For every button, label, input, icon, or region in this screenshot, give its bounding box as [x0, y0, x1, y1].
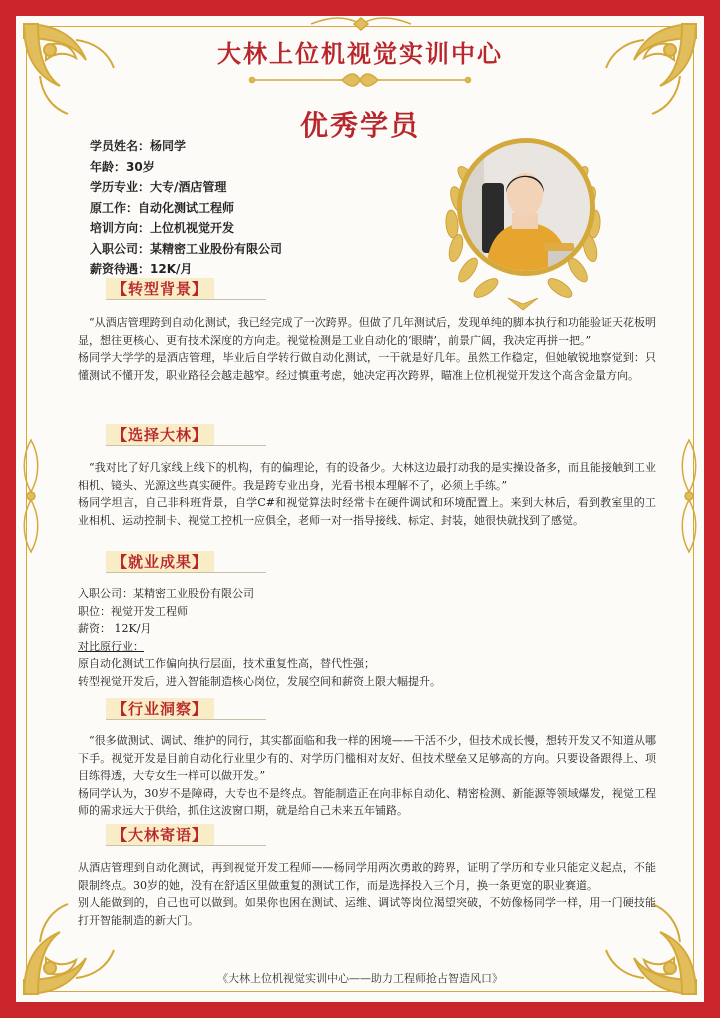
- profile-name: 学员姓名：杨同学: [90, 139, 187, 153]
- center-title: 大林上位机视觉实训中心: [217, 39, 503, 68]
- student-photo: [457, 138, 595, 276]
- section-title: 【转型背景】: [106, 278, 214, 299]
- quote-paragraph: “从酒店管理跨到自动化测试，我已经完成了一次跨界。但做了几年测试后，发现单纯的脚本执行和功能验证天花板明显，想往更核心、更有技术深度的方向走。视觉检测是工业自动化的‘眼睛’，前景广阔，我决定再拼一把。”: [78, 316, 656, 347]
- section-underline: [106, 719, 266, 720]
- body-paragraph: 别人能做到的，自己也可以做到。如果你也困在测试、运维、调试等岗位渴望突破，不妨像杨同学一样，用一门硬技能打开智能制造的新大门。: [78, 896, 656, 927]
- page-subtitle: 优秀学员: [299, 109, 420, 142]
- student-profile: [90, 136, 282, 280]
- person-portrait-icon: [462, 143, 590, 271]
- profile-previous-job: 原工作：自动化测试工程师: [90, 200, 235, 215]
- result-before: 原自动化测试工作偏向执行层面，技术重复性高，替代性强；: [78, 657, 375, 670]
- result-salary: 薪资： 12K/月: [78, 622, 152, 635]
- section-title: 【行业洞察】: [106, 698, 214, 719]
- top-center-ornament-icon: [306, 16, 416, 32]
- result-position: 职位：视觉开发工程师: [78, 604, 188, 618]
- section-underline: [106, 299, 266, 300]
- profile-education: 学历专业：大专/酒店管理: [90, 180, 227, 194]
- section-body-message: [78, 859, 656, 929]
- student-photo-frame: [418, 120, 628, 320]
- title-divider-ornament-icon: [246, 70, 474, 90]
- body-paragraph: 从酒店管理到自动化测试，再到视觉开发工程师——杨同学用两次勇敢的跨界，证明了学历和专业只能定义起点，不能限制终点。30岁的她，没有在舒适区里做重复的测试工作，而是选择投入三个月，换一条更宽的职业赛道。: [78, 861, 656, 892]
- section-underline: [106, 445, 266, 446]
- section-title: 【大林寄语】: [106, 824, 214, 845]
- section-body-insight: [78, 732, 656, 820]
- section-heading-insight: [106, 698, 266, 720]
- quote-paragraph: “很多做测试、调试、维护的同行，其实都面临和我一样的困境——干活不少，但技术成长慢，想转开发又不知道从哪下手。视觉开发是目前自动化行业里少有的、对学历门槛相对友好、但技术壁垒又足够高的方向。只要设备跟得上、项目练得透，大专女生一样可以做开发。”: [78, 734, 656, 782]
- section-title: 【选择大林】: [106, 424, 214, 445]
- section-heading-results: [106, 551, 266, 573]
- result-after: 转型视觉开发后，进入智能制造核心岗位，发展空间和薪资上限大幅提升。: [78, 674, 441, 688]
- section-heading-choice: [106, 424, 266, 446]
- profile-company: 入职公司：某精密工业股份有限公司: [90, 241, 283, 256]
- section-body-background: [78, 314, 656, 384]
- section-body-choice: [78, 459, 656, 529]
- section-body-results: [78, 585, 656, 690]
- profile-age: 年龄：30岁: [90, 159, 155, 174]
- body-paragraph: 杨同学坦言，自己非科班背景，自学C#和视觉算法时经常卡在硬件调试和环境配置上。来到大林后，看到教室里的工业相机、运动控制卡、视觉工控机一应俱全，老师一对一指导接线、标定、封装，她很快就找到了感觉。: [78, 496, 656, 527]
- section-underline: [106, 572, 266, 573]
- section-title: 【就业成果】: [106, 551, 214, 572]
- body-paragraph: 杨同学大学学的是酒店管理，毕业后自学转行做自动化测试，一干就是好几年。虽然工作稳定，但她敏锐地察觉到：只懂测试不懂开发，职业路径会越走越窄。经过慎重考虑，她决定再次跨界，瞄准上位机视觉开发这个高含金量方向。: [78, 351, 656, 382]
- profile-training: 培训方向：上位机视觉开发: [90, 221, 235, 235]
- result-compare-heading: 对比原行业：: [78, 639, 144, 653]
- quote-paragraph: “我对比了好几家线上线下的机构，有的偏理论，有的设备少。大林这边最打动我的是实操设备多，而且能接触到工业相机、镜头、光源这些真实硬件。我是跨专业出身，光看书根本理解不了，必须上手练。”: [78, 461, 656, 492]
- result-company: 入职公司：某精密工业股份有限公司: [78, 587, 254, 600]
- side-ornament-icon: [18, 436, 44, 556]
- side-ornament-icon: [676, 436, 702, 556]
- profile-salary: 薪资待遇：12K/月: [90, 262, 193, 276]
- footer-slogan: 《大林上位机视觉实训中心——助力工程师抢占智造风口》: [217, 972, 503, 985]
- body-paragraph: 杨同学认为，30岁不是障碍，大专也不是终点。智能制造正在向非标自动化、精密检测、新能源等领域爆发，视觉工程师的需求远大于供给，抓住这波窗口期，就是给自己未来五年铺路。: [78, 786, 656, 817]
- section-heading-message: [106, 824, 266, 846]
- section-heading-background: [106, 278, 266, 300]
- section-underline: [106, 845, 266, 846]
